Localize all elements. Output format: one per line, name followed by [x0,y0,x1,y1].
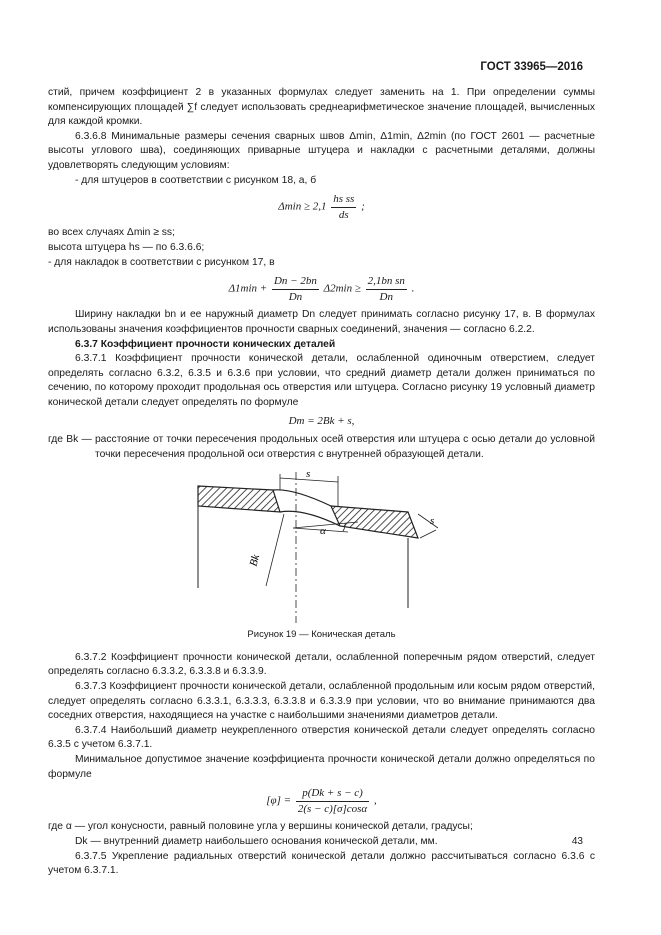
figure-conical-part [48,468,595,626]
paragraph-definition: где α — угол конусности, равный половине угла у вершины конической детали, градусы; [48,821,473,833]
label-s-top: s [306,468,311,481]
formula-weld-pad: Δ1min + $\frac{Dn - 2bn}{Dn}$ Δ2min ≥ $\frac{\text{2,1bn sn}}{Dn}$ . [228,275,415,303]
standard-header: ГОСТ 33965—2016 [480,61,583,73]
paragraph: стий, причем коэффициент 2 в указанных формулах следует заменить на 1. При определении суммы компенсирующих площадей ∑f следует использовать среднеарифметическое значение площадей, вычисленных для каждой кромки. [48,87,595,128]
page-number: 43 [571,836,583,847]
paragraph-definition: Dk — внутренний диаметр наибольшего основания конической детали, мм. [75,835,438,847]
paragraph: высота штуцера hs — по 6.3.6.6; [48,241,205,253]
label-alpha: α [320,525,326,538]
paragraph: Ширину накладки bn и ее наружный диаметр Dn следует принимать согласно рисунку 17, в. В формулах использованы значения коэффициентов прочности сварных соединений, значения — согласно 6.2.2. [48,309,595,335]
list-item: - для накладок в соответствии с рисунком 17, в [48,256,275,268]
section-heading: 6.3.7 Коэффициент прочности конических деталей [75,338,336,350]
label-s-right: s [430,515,435,528]
wall-left-section [198,486,280,512]
wall-right-section [331,506,418,538]
paragraph: Минимальное допустимое значение коэффициента прочности конической детали должно определяться по формуле [48,754,595,780]
label-bk: Bk [247,553,263,568]
formula-weld-fitting: Δmin ≥ 2,1 $\frac{\text{hs ss}}{ds}$ ; [278,193,365,221]
paragraph-6373: 6.3.7.3 Коэффициент прочности конической детали, ослабленной продольным или косым рядом отверстий, следует определять согласно 6.3.3.1, 6.3.3.3, 6.3.3.8 и 6.3.3.9 при условии, что во внимание принимаются два соседних отверстия, находящиеся на участке с наибольшими значениями диаметров детали. [48,681,595,722]
paragraph-6371: 6.3.7.1 Коэффициент прочности конической детали, ослабленной одиночным отверстием, следует определять согласно 6.3.2, 6.3.5 и 6.3.6 при условии, что средний диаметр детали должен приниматься по сечению, по которому проходит продольная ось отверстия или штуцера. Согласно рисунку 19 условный диаметр конической детали следует определять по формуле [48,353,595,408]
paragraph-6374: 6.3.7.4 Наибольший диаметр неукрепленного отверстия конической детали следует определять согласно 6.3.5 с учетом 6.3.7.1. [48,724,595,751]
conical-part-drawing [48,468,595,626]
paragraph-6372: 6.3.7.2 Коэффициент прочности конической детали, ослабленной поперечным рядом отверстий, следует определять согласно 6.3.3.2, 6.3.3.8 и 6.3.3.9. [48,651,595,678]
paragraph: во всех случаях Δmin ≥ ss; [48,227,175,239]
figure-caption: Рисунок 19 — Коническая деталь [247,629,396,641]
paragraph-6375: 6.3.7.5 Укрепление радиальных отверстий конической детали должно рассчитываться согласно 6.3.6 с учетом 6.3.7.1. [48,850,595,877]
formula-strength-coefficient: [φ] = $\frac{p(Dk + s - c)}{2(s - c)[\sigma]\cos\alpha}$ , [266,787,377,815]
list-item: - для штуцеров в соответствии с рисунком 18, а, б [75,174,317,186]
formula-mean-diameter: Dm = 2Bk + s, [288,415,355,428]
document-body [48,86,595,879]
paragraph-definition: где Bk — расстояние от точки пересечения продольных осей отверстия или штуцера с осью детали до условной точки пересечения продольной оси отверстия с внутренней образующей детали. [48,434,595,460]
paragraph-6368: 6.3.6.8 Минимальные размеры сечения сварных швов Δmin, Δ1min, Δ2min (по ГОСТ 2601 — расчетные высоты углового шва), соединяющих приварные штуцера и накладки с расчетными деталями, должны удовлетворять следующим условиям: [48,130,595,171]
